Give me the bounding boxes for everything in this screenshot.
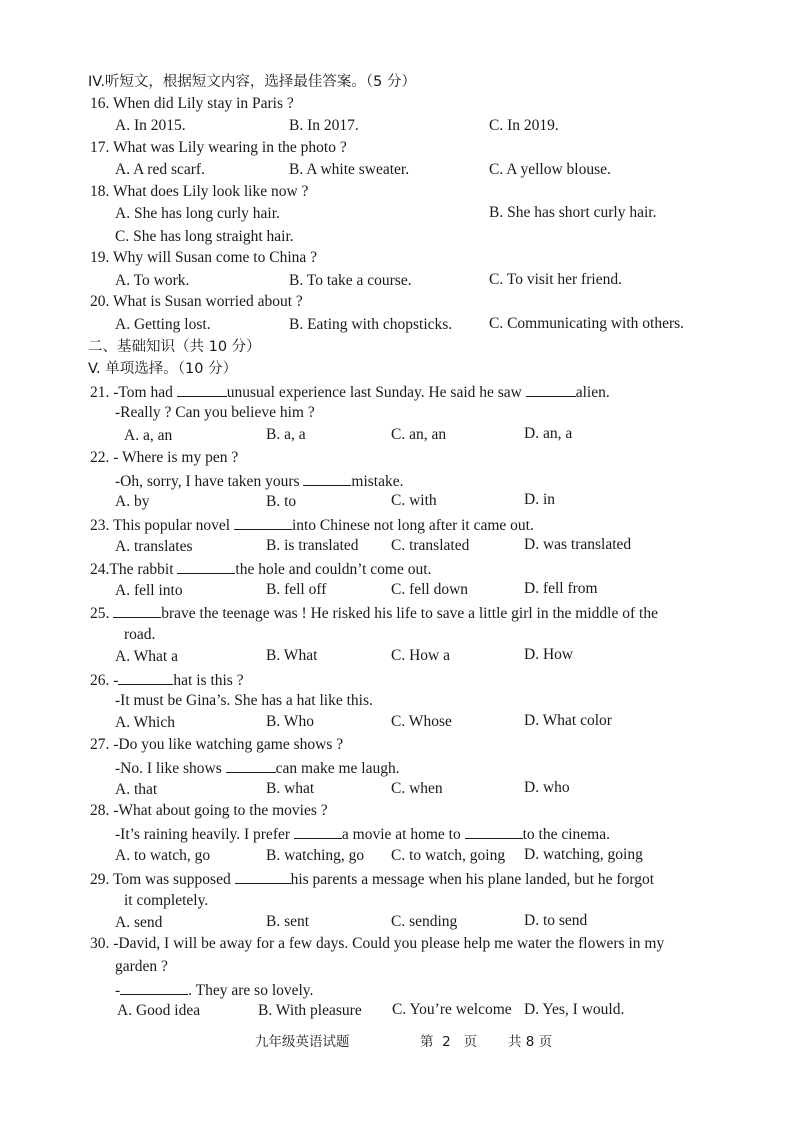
footer-page-indicator: [420, 1030, 477, 1050]
question-28-option-c: C. to watch, going: [391, 847, 506, 864]
question-26-line-2: -It must be Gina’s. She has a hat like this.: [115, 692, 373, 709]
question-25-option-b: B. What: [266, 647, 318, 664]
question-23-text-a: 23. This popular novel: [90, 517, 234, 534]
answer-blank: [177, 381, 227, 397]
question-24-option-a: A. fell into: [115, 582, 183, 599]
question-28-text-c: to the cinema.: [522, 826, 610, 843]
question-20-stem: 20. What is Susan worried about ?: [90, 293, 303, 310]
question-30-line-2: garden ?: [115, 958, 168, 975]
question-17-option-a: A. A red scarf.: [115, 161, 205, 178]
question-28-option-d: D. watching, going: [524, 846, 643, 863]
footer-total-number: 8: [525, 1034, 535, 1050]
question-28-option-a: A. to watch, go: [115, 847, 211, 864]
question-29-text-a: 29. Tom was supposed: [90, 871, 235, 888]
question-21-text-b: unusual experience last Sunday. He said he saw: [226, 384, 526, 401]
part-two-title: 二、基础知识（共 10 分）: [88, 339, 261, 355]
question-29-option-a: A. send: [115, 914, 163, 931]
question-20-option-b: B. Eating with chopsticks.: [289, 316, 453, 333]
question-25-option-c: C. How a: [391, 647, 450, 664]
section-iv-title: IV.听短文，根据短文内容，选择最佳答案。（5 分）: [88, 74, 417, 90]
question-22-line-1: 22. - Where is my pen ?: [90, 449, 239, 466]
question-21-text-a: 21. -Tom had: [90, 384, 177, 401]
question-30-text-b: . They are so lovely.: [188, 982, 314, 999]
question-23-option-d: D. was translated: [524, 536, 632, 553]
question-24-option-b: B. fell off: [266, 581, 327, 598]
question-24-line-1: [90, 558, 431, 580]
footer-page-prefix: 第: [420, 1034, 434, 1050]
answer-blank: [303, 470, 351, 486]
question-21-line-1: [90, 381, 610, 403]
question-30-option-c: C. You’re welcome: [392, 1001, 512, 1018]
question-27-option-b: B. what: [266, 780, 315, 797]
question-24-option-c: C. fell down: [391, 581, 469, 598]
question-23-option-b: B. is translated: [266, 537, 359, 554]
question-18-option-a: A. She has long curly hair.: [115, 205, 280, 222]
question-27-option-c: C. when: [391, 780, 443, 797]
question-24-text-a: 24.The rabbit: [90, 561, 178, 578]
question-25-option-d: D. How: [524, 646, 574, 663]
answer-blank: [234, 514, 292, 530]
question-29-text-b: his parents a message when his plane landed, but he forgot: [290, 871, 655, 888]
question-30-option-d: D. Yes, I would.: [524, 1001, 625, 1018]
question-19-option-a: A. To work.: [115, 272, 190, 289]
answer-blank: [465, 823, 523, 839]
footer-page-number: 2: [442, 1034, 451, 1050]
answer-blank: [226, 757, 276, 773]
question-22-option-a: A. by: [115, 493, 150, 510]
question-23-option-a: A. translates: [115, 538, 193, 555]
question-28-line-1: 28. -What about going to the movies ?: [90, 802, 328, 819]
question-17-stem: 17. What was Lily wearing in the photo ?: [90, 139, 347, 156]
footer-exam-title: 九年级英语试题: [255, 1034, 350, 1050]
question-22-text-b: mistake.: [351, 473, 404, 490]
footer-page-suffix: 页: [463, 1034, 478, 1050]
footer-total-suffix: 页: [538, 1034, 553, 1050]
answer-blank: [113, 602, 161, 618]
question-26-text-b: hat is this ?: [173, 672, 244, 689]
question-24-option-d: D. fell from: [524, 580, 598, 597]
answer-blank: [526, 381, 576, 397]
question-26-line-1: [90, 669, 244, 691]
question-27-text-a: -No. I like shows: [115, 760, 226, 777]
question-23-text-b: into Chinese not long after it came out.: [291, 517, 534, 534]
footer-total-pages: [508, 1030, 552, 1050]
question-28-text-a: -It’s raining heavily. I prefer: [115, 826, 294, 843]
question-27-line-2: [115, 757, 400, 779]
question-27-line-1: 27. -Do you like watching game shows ?: [90, 736, 344, 753]
question-21-option-d: D. an, a: [524, 425, 573, 442]
question-27-option-a: A. that: [115, 781, 158, 798]
question-18-stem: 18. What does Lily look like now ?: [90, 183, 309, 200]
question-29-option-b: B. sent: [266, 913, 310, 930]
question-22-option-c: C. with: [391, 492, 437, 509]
question-21-text-c: alien.: [575, 384, 610, 401]
question-21-line-2: -Really ? Can you believe him ?: [115, 404, 315, 421]
answer-blank: [235, 868, 291, 884]
question-28-option-b: B. watching, go: [266, 847, 365, 864]
answer-blank: [177, 558, 235, 574]
answer-blank: [118, 669, 173, 685]
question-16-option-b: B. In 2017.: [289, 117, 359, 134]
question-25-line-1: [90, 602, 658, 624]
answer-blank: [294, 823, 342, 839]
question-25-option-a: A. What a: [115, 648, 178, 665]
question-30-line-3: [115, 979, 313, 1001]
question-23-line-1: [90, 514, 534, 536]
question-26-option-b: B. Who: [266, 713, 314, 730]
answer-blank: [120, 979, 188, 995]
section-v-title: V. 单项选择。（10 分）: [88, 361, 238, 377]
question-20-option-a: A. Getting lost.: [115, 316, 211, 333]
question-24-text-b: the hole and couldn’t come out.: [235, 561, 432, 578]
question-17-option-b: B. A white sweater.: [289, 161, 410, 178]
question-21-option-c: C. an, an: [391, 426, 447, 443]
question-25-text-b: brave the teenage was ! He risked his life to save a little girl in the middle of the: [161, 605, 658, 622]
footer-total-prefix: 共: [508, 1034, 522, 1050]
question-20-option-c: C. Communicating with others.: [489, 315, 685, 332]
question-26-option-d: D. What color: [524, 712, 612, 729]
question-22-option-d: D. in: [524, 491, 555, 508]
question-21-option-b: B. a, a: [266, 426, 306, 443]
question-26-option-c: C. Whose: [391, 713, 452, 730]
question-18-option-c: C. She has long straight hair.: [115, 228, 294, 245]
question-30-option-b: B. With pleasure: [258, 1002, 362, 1019]
question-22-line-2: [115, 470, 403, 492]
question-28-line-2: [115, 823, 610, 845]
question-29-option-c: C. sending: [391, 913, 458, 930]
question-30-line-1: 30. -David, I will be away for a few days. Could you please help me water the flowers in my: [90, 935, 665, 952]
question-19-option-c: C. To visit her friend.: [489, 271, 622, 288]
question-29-line-1: [90, 868, 654, 890]
question-16-option-a: A. In 2015.: [115, 117, 186, 134]
question-29-option-d: D. to send: [524, 912, 588, 929]
question-25-text-a: 25.: [90, 605, 114, 622]
question-19-option-b: B. To take a course.: [289, 272, 412, 289]
question-16-option-c: C. In 2019.: [489, 117, 559, 134]
question-30-option-a: A. Good idea: [117, 1002, 201, 1019]
question-25-line-2: road.: [124, 626, 156, 643]
question-26-option-a: A. Which: [115, 714, 175, 731]
question-21-option-a: A. a, an: [124, 427, 173, 444]
question-23-option-c: C. translated: [391, 537, 470, 554]
question-28-text-b: a movie at home to: [341, 826, 465, 843]
question-29-line-2: it completely.: [124, 892, 209, 909]
question-27-option-d: D. who: [524, 779, 570, 796]
question-19-stem: 19. Why will Susan come to China ?: [90, 249, 318, 266]
question-26-text-a: 26. -: [90, 672, 119, 689]
question-22-text-a: -Oh, sorry, I have taken yours: [115, 473, 304, 490]
question-18-option-b: B. She has short curly hair.: [489, 204, 657, 221]
question-17-option-c: C. A yellow blouse.: [489, 161, 611, 178]
question-22-option-b: B. to: [266, 493, 297, 510]
question-30-text-a: -: [115, 982, 121, 999]
question-16-stem: 16. When did Lily stay in Paris ?: [90, 95, 294, 112]
question-27-text-b: can make me laugh.: [275, 760, 400, 777]
